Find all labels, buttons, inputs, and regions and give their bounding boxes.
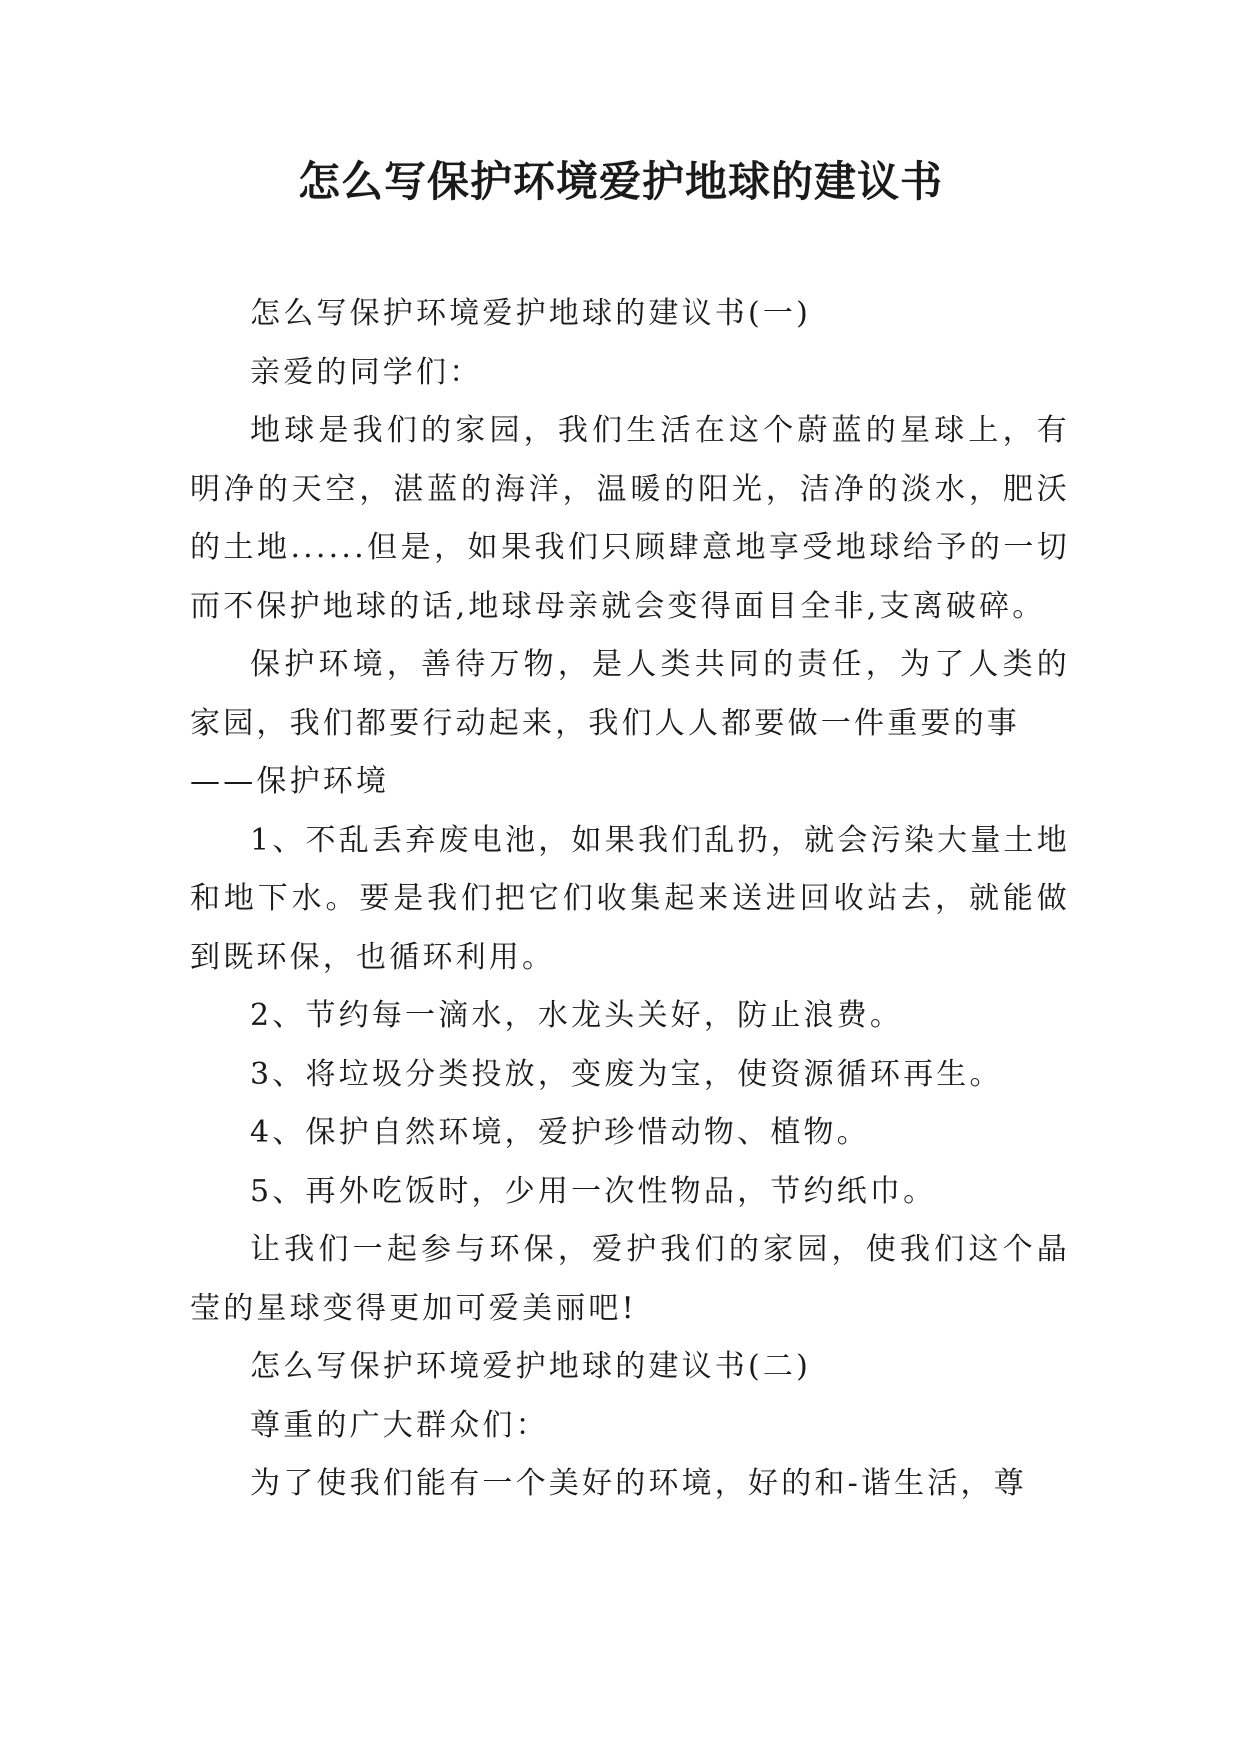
body-paragraph: ——保护环境 — [190, 764, 390, 799]
document-title: 怎么写保护环境爱护地球的建议书 — [297, 157, 943, 206]
list-item: 3、将垃圾分类投放，变废为宝，使资源循环再生。 — [250, 1056, 1003, 1092]
body-paragraph: 地球是我们的家园，我们生活在这个蔚蓝的星球上，有明净的天空，湛蓝的海洋，温暖的阳光，洁净的淡水，肥沃的土地......但是，如果我们只顾肆意地享受地球给予的一切而不保护地球的话,地球母亲就会变得面目全非,支离破碎。 — [190, 413, 1070, 624]
salutation: 尊重的广大群众们： — [250, 1407, 549, 1443]
list-item: 5、再外吃饭时，少用一次性物品，节约纸巾。 — [250, 1173, 937, 1209]
body-paragraph: 为了使我们能有一个美好的环境，好的和-谐生活，尊 — [250, 1466, 1027, 1501]
list-item: 2、节约每一滴水，水龙头关好，防止浪费。 — [250, 998, 904, 1033]
section-heading: 怎么写保护环境爱护地球的建议书(二) — [250, 1349, 812, 1384]
body-paragraph: 保护环境，善待万物，是人类共同的责任，为了人类的家园，我们都要行动起来，我们人人都要做一件重要的事 — [190, 647, 1070, 741]
list-item: 1、不乱丢弃废电池，如果我们乱扔，就会污染大量土地和地下水。要是我们把它们收集起来送进回收站去，就能做到既环保，也循环利用。 — [190, 822, 1070, 975]
section-heading: 怎么写保护环境爱护地球的建议书(一) — [250, 296, 812, 331]
salutation: 亲爱的同学们： — [250, 354, 483, 390]
list-item: 4、保护自然环境，爱护珍惜动物、植物。 — [250, 1115, 870, 1150]
body-paragraph: 让我们一起参与环保，爱护我们的家园，使我们这个晶莹的星球变得更加可爱美丽吧! — [190, 1232, 1070, 1326]
document-body — [190, 285, 1070, 1514]
